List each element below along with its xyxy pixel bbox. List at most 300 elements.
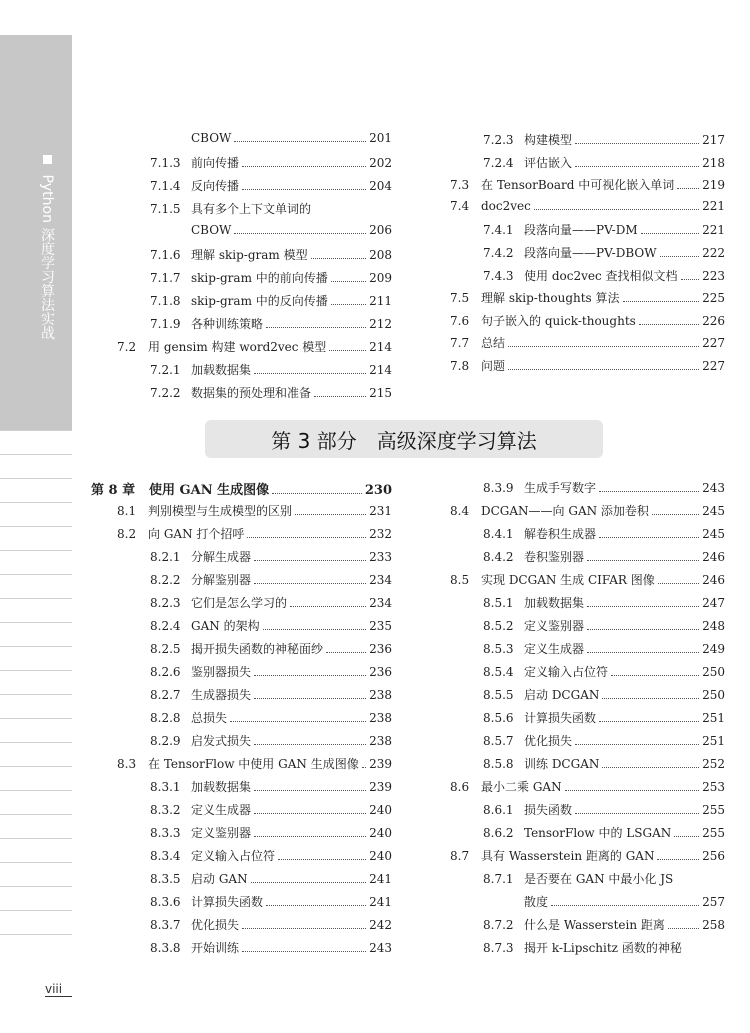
toc-entry-number: 8.5.1 [483, 596, 514, 610]
toc-entry [117, 292, 392, 312]
toc-entry-title: 用 gensim 构建 word2vec 模型 [148, 340, 327, 354]
toc-entry-number: 7.6 [450, 313, 470, 328]
toc-leader-dots [534, 209, 699, 210]
toc-entry-title: 开始训练 [191, 941, 240, 955]
toc-leader-dots [565, 790, 700, 791]
toc-entry-page: 234 [369, 573, 392, 587]
toc-entry [450, 824, 725, 844]
toc-entry [91, 916, 392, 936]
toc-leader-dots [263, 629, 367, 630]
toc-entry [91, 778, 392, 798]
toc-entry [450, 801, 725, 821]
toc-entry-title: 它们是怎么学习的 [191, 596, 288, 610]
toc-entry-title: 定义鉴别器 [524, 619, 585, 633]
toc-leader-dots [639, 324, 699, 325]
toc-entry-title: 损失函数 [524, 803, 573, 817]
toc-leader-dots [326, 652, 366, 653]
toc-leader-dots [254, 790, 366, 791]
toc-entry-page: 255 [702, 803, 725, 817]
toc-entry-title: 定义输入占位符 [191, 849, 276, 863]
toc-entry-page: 221 [702, 223, 725, 238]
toc-entry-page: 222 [702, 246, 725, 260]
toc-entry [450, 709, 725, 729]
toc-entry-number: 8.5.4 [483, 665, 514, 679]
toc-entry-page: 249 [702, 642, 725, 656]
toc-leader-dots [641, 233, 699, 234]
toc-entry-number: 7.5 [450, 291, 470, 306]
toc-entry-title: 使用 GAN 生成图像 [149, 483, 270, 498]
toc-entry [91, 801, 392, 821]
toc-leader-dots [242, 189, 366, 190]
toc-leader-dots [254, 560, 366, 561]
toc-entry-page: 245 [702, 504, 725, 518]
toc-entry [450, 916, 725, 936]
toc-entry-page: 227 [702, 359, 725, 373]
toc-entry-number: 8.3 [117, 757, 137, 771]
toc-entry [450, 571, 725, 591]
toc-entry-page: 239 [369, 757, 392, 771]
toc-entry [91, 755, 392, 775]
toc-entry [450, 154, 725, 174]
toc-entry-page: 238 [369, 711, 392, 725]
toc-entry-page: 241 [369, 872, 392, 886]
toc-entry-page: 211 [369, 294, 392, 308]
toc-entry-page: 240 [369, 803, 392, 817]
toc-leader-dots [242, 951, 366, 952]
toc-entry-number: 8.4 [450, 504, 470, 518]
toc-entry-page: 214 [369, 363, 392, 377]
toc-leader-dots [254, 698, 366, 699]
toc-entry-number: 8.4.1 [483, 527, 514, 541]
toc-entry-number: 7.4.1 [483, 223, 514, 238]
toc-entry [117, 338, 392, 358]
toc-entry [117, 200, 392, 220]
toc-entry-number: 7.2.2 [150, 386, 181, 400]
toc-entry-page: 246 [702, 573, 725, 587]
toc-leader-dots [575, 143, 699, 144]
toc-entry [91, 824, 392, 844]
toc-leader-dots [266, 905, 366, 906]
toc-entry-page: 253 [702, 780, 725, 794]
toc-entry-number: 8.6 [450, 780, 470, 794]
toc-entry-number: 8.3.7 [150, 918, 181, 932]
toc-entry-number: 7.2.3 [483, 133, 514, 147]
toc-entry-title: TensorFlow 中的 LSGAN [524, 826, 672, 840]
toc-entry [450, 479, 725, 499]
toc-entry-number: 8.2 [117, 527, 137, 541]
toc-entry-title: 最小二乘 GAN [481, 780, 562, 794]
toc-leader-dots [575, 744, 699, 745]
toc-entry [91, 640, 392, 660]
toc-entry [91, 732, 392, 752]
toc-entry-page: 219 [702, 178, 725, 193]
toc-entry-title: 优化损失 [191, 918, 240, 932]
toc-entry [91, 617, 392, 637]
toc-entry-page: 243 [702, 481, 725, 495]
toc-entry-title: GAN 的架构 [191, 619, 260, 633]
toc-entry [91, 525, 392, 545]
toc-entry-title: 段落向量——PV-DM [524, 223, 638, 238]
toc-entry [450, 686, 725, 706]
toc-entry-number: 8.2.4 [150, 619, 181, 633]
toc-entry-number: 第 8 章 [91, 483, 136, 498]
toc-entry-number: 7.1.7 [150, 271, 181, 285]
toc-entry-number: 8.5.7 [483, 734, 514, 748]
toc-leader-dots [587, 629, 699, 630]
toc-entry [91, 939, 392, 959]
toc-leader-dots [668, 928, 699, 929]
toc-entry-title: 生成手写数字 [524, 481, 597, 495]
toc-entry-title: 具有 Wasserstein 距离的 GAN [481, 849, 655, 863]
toc-entry-page: 232 [369, 527, 392, 541]
toc-entry-page: 204 [369, 179, 392, 193]
toc-entry [450, 755, 725, 775]
toc-entry [117, 223, 392, 243]
toc-entry-number: 7.1.3 [150, 156, 181, 170]
toc-entry-number: 7.1.5 [150, 202, 181, 216]
toc-entry-page: 246 [702, 550, 725, 564]
toc-entry-page: 206 [369, 223, 392, 237]
toc-entry [117, 361, 392, 381]
toc-entry [117, 154, 392, 174]
toc-leader-dots [251, 882, 367, 883]
toc-entry [117, 177, 392, 197]
toc-entry-title: 计算损失函数 [191, 895, 264, 909]
toc-leader-dots [575, 166, 699, 167]
toc-entry-title: 启动 GAN [191, 872, 248, 886]
toc-entry-number: 8.3.6 [150, 895, 181, 909]
sidebar-tab [0, 35, 72, 430]
toc-leader-dots [272, 493, 362, 494]
toc-entry [91, 571, 392, 591]
toc-entry-number: 7.2 [117, 340, 137, 354]
toc-entry [91, 893, 392, 913]
toc-entry-number: 7.2.1 [150, 363, 181, 377]
toc-entry [450, 312, 725, 332]
toc-entry [117, 384, 392, 404]
toc-leader-dots [652, 514, 699, 515]
toc-entry-number: 7.1.9 [150, 317, 181, 331]
toc-entry-number: 8.6.1 [483, 803, 514, 817]
toc-entry-page: 240 [369, 826, 392, 840]
toc-leader-dots [660, 256, 700, 257]
toc-entry [450, 199, 725, 219]
toc-entry-title: 实现 DCGAN 生成 CIFAR 图像 [481, 573, 655, 587]
toc-leader-dots [508, 346, 699, 347]
toc-leader-dots [599, 537, 699, 538]
toc-leader-dots [254, 373, 366, 374]
toc-entry [450, 131, 725, 151]
toc-entry-page: 245 [702, 527, 725, 541]
toc-leader-dots [599, 491, 699, 492]
toc-entry-page: 202 [369, 156, 392, 170]
toc-entry-page: 231 [369, 504, 392, 518]
toc-entry-page: 241 [369, 895, 392, 909]
toc-entry-number: 8.5 [450, 573, 470, 587]
toc-entry [450, 732, 725, 752]
toc-leader-dots [295, 514, 366, 515]
toc-entry-page: 250 [702, 688, 725, 702]
toc-leader-dots [575, 813, 699, 814]
toc-entry [91, 870, 392, 890]
toc-leader-dots [331, 281, 366, 282]
toc-leader-dots [254, 836, 366, 837]
toc-entry [450, 548, 725, 568]
toc-entry-number: 8.5.2 [483, 619, 514, 633]
toc-entry-number: 8.7.1 [483, 872, 514, 886]
toc-entry [450, 663, 725, 683]
toc-entry-title: 卷积鉴别器 [524, 550, 585, 564]
toc-entry [450, 617, 725, 637]
toc-leader-dots [329, 350, 366, 351]
toc-leader-dots [674, 836, 699, 837]
toc-entry-title: 在 TensorBoard 中可视化嵌入单词 [481, 178, 675, 193]
toc-entry-title: 具有多个上下文单词的 [191, 202, 312, 216]
toc-entry-number: 8.2.3 [150, 596, 181, 610]
toc-entry-title: 句子嵌入的 quick-thoughts [481, 313, 636, 328]
toc-entry [450, 267, 725, 287]
toc-leader-dots [681, 279, 700, 280]
toc-entry-number: 8.3.8 [150, 941, 181, 955]
toc-entry [91, 479, 392, 499]
toc-entry [117, 269, 392, 289]
toc-entry-number: 8.1 [117, 504, 137, 518]
toc-entry-number: 8.3.9 [483, 481, 514, 495]
toc-entry-title: 各种训练策略 [191, 317, 264, 331]
toc-entry [91, 686, 392, 706]
toc-entry-page: 251 [702, 711, 725, 725]
toc-leader-dots [587, 560, 699, 561]
toc-entry [450, 847, 725, 867]
part-banner: 第 3 部分 高级深度学习算法 [205, 420, 603, 458]
toc-leader-dots [314, 396, 366, 397]
toc-entry-title: DCGAN——向 GAN 添加卷积 [481, 504, 649, 518]
toc-entry-title: CBOW [191, 131, 232, 145]
toc-entry-page: 225 [702, 291, 725, 306]
toc-entry-title: 评估嵌入 [524, 155, 573, 170]
toc-entry-page: 230 [364, 483, 392, 498]
toc-entry [450, 221, 725, 241]
toc-entry-page: 212 [369, 317, 392, 331]
toc-entry-title: 定义输入占位符 [524, 665, 609, 679]
toc-entry-title: 总损失 [191, 711, 228, 725]
toc-entry-page: 238 [369, 688, 392, 702]
toc-leader-dots [658, 583, 699, 584]
toc-entry-number: 7.4.3 [483, 268, 514, 283]
sidebar-rules [0, 430, 72, 958]
toc-entry-number: 7.4.2 [483, 246, 514, 260]
toc-entry [91, 548, 392, 568]
toc-entry-page: 209 [369, 271, 392, 285]
sidebar-book-title [36, 155, 54, 339]
toc-entry-number: 7.1.8 [150, 294, 181, 308]
toc-entry [117, 246, 392, 266]
toc-entry [450, 289, 725, 309]
toc-entry [450, 870, 725, 890]
toc-entry-title: 加载数据集 [191, 780, 252, 794]
toc-entry-page: 258 [702, 918, 725, 932]
toc-entry-title: 使用 doc2vec 查找相似文档 [524, 268, 678, 283]
toc-entry-title: 理解 skip-thoughts 算法 [481, 291, 620, 306]
toc-entry-title: 是否要在 GAN 中最小化 JS [524, 872, 674, 886]
toc-entry-number: 8.4.2 [483, 550, 514, 564]
toc-entry-page: 248 [702, 619, 725, 633]
toc-entry-page: 257 [702, 895, 725, 909]
toc-entry-title: 总结 [481, 336, 506, 351]
toc-entry-title: 揭开 k-Lipschitz 函数的神秘 [524, 941, 682, 955]
toc-leader-dots [508, 369, 699, 370]
toc-leader-dots [278, 859, 366, 860]
toc-entry-title: doc2vec [481, 198, 531, 213]
toc-entry-number: 8.5.5 [483, 688, 514, 702]
toc-entry-page: 226 [702, 313, 725, 328]
toc-entry-title: 分解鉴别器 [191, 573, 252, 587]
toc-entry-page: 235 [369, 619, 392, 633]
toc-entry-number: 7.8 [450, 359, 470, 373]
toc-entry-page: 236 [369, 642, 392, 656]
toc-entry [91, 502, 392, 522]
toc-entry-number: 7.1.6 [150, 248, 181, 262]
toc-entry-number: 8.2.8 [150, 711, 181, 725]
toc-entry-page: 247 [702, 596, 725, 610]
toc-leader-dots [611, 675, 699, 676]
toc-leader-dots [599, 721, 699, 722]
toc-entry-title: 解卷积生成器 [524, 527, 597, 541]
toc-entry-page: 242 [369, 918, 392, 932]
toc-entry-number: 8.2.7 [150, 688, 181, 702]
toc-entry [450, 939, 725, 959]
toc-entry-number: 7.3 [450, 178, 470, 193]
toc-entry-title: 理解 skip-gram 模型 [191, 248, 308, 262]
toc-entry-title: 分解生成器 [191, 550, 252, 564]
toc-entry [450, 357, 725, 377]
toc-entry-page: 256 [702, 849, 725, 863]
toc-entry-number: 7.4 [450, 198, 470, 213]
toc-entry-number: 7.2.4 [483, 155, 514, 170]
toc-entry [450, 334, 725, 354]
toc-entry-title: 启发式损失 [191, 734, 252, 748]
toc-entry-title: 生成器损失 [191, 688, 252, 702]
toc-entry-number: 8.3.5 [150, 872, 181, 886]
toc-leader-dots [247, 537, 366, 538]
toc-entry-title: 加载数据集 [191, 363, 252, 377]
toc-entry-number: 7.7 [450, 336, 470, 351]
toc-entry-title: 启动 DCGAN [524, 688, 600, 702]
toc-entry-page: 250 [702, 665, 725, 679]
toc-entry-page: 234 [369, 596, 392, 610]
toc-entry-number: 8.2.1 [150, 550, 181, 564]
toc-entry-title: 计算损失函数 [524, 711, 597, 725]
toc-leader-dots [290, 606, 366, 607]
toc-entry [117, 131, 392, 151]
toc-entry-title: 优化损失 [524, 734, 573, 748]
toc-leader-dots [242, 166, 366, 167]
toc-leader-dots [254, 813, 366, 814]
toc-entry-page: 201 [369, 131, 392, 145]
toc-entry-number: 8.7.2 [483, 918, 514, 932]
toc-leader-dots [587, 606, 699, 607]
toc-entry-title: 什么是 Wasserstein 距离 [524, 918, 665, 932]
toc-leader-dots [677, 188, 699, 189]
toc-leader-dots [602, 698, 699, 699]
toc-leader-dots [623, 301, 700, 302]
toc-leader-dots [311, 258, 367, 259]
toc-entry-number: 8.2.2 [150, 573, 181, 587]
toc-entry-page: 239 [369, 780, 392, 794]
toc-entry-title: 训练 DCGAN [524, 757, 600, 771]
toc-entry [450, 893, 725, 913]
toc-entry [117, 315, 392, 335]
toc-entry-page: 243 [369, 941, 392, 955]
toc-entry-number: 7.1.4 [150, 179, 181, 193]
toc-entry-title: 加载数据集 [524, 596, 585, 610]
toc-entry-page: 221 [702, 198, 725, 213]
toc-leader-dots [234, 233, 366, 234]
book-title-text: Python 深度学习算法实战 [39, 174, 55, 340]
toc-entry-title: skip-gram 中的前向传播 [191, 271, 328, 285]
toc-entry [450, 176, 725, 196]
toc-entry [450, 502, 725, 522]
toc-leader-dots [602, 767, 699, 768]
toc-entry-number: 8.2.9 [150, 734, 181, 748]
page-number: viii [45, 982, 63, 996]
toc-entry-page: 208 [369, 248, 392, 262]
toc-entry [450, 525, 725, 545]
toc-entry-title: 构建模型 [524, 133, 573, 147]
toc-entry-number: 8.3.4 [150, 849, 181, 863]
page-number-rule [45, 996, 72, 997]
toc-leader-dots [254, 744, 366, 745]
toc-entry-title: 段落向量——PV-DBOW [524, 246, 657, 260]
toc-entry-page: 236 [369, 665, 392, 679]
toc-leader-dots [362, 767, 366, 768]
toc-entry-title: 在 TensorFlow 中使用 GAN 生成图像 [148, 757, 359, 771]
toc-entry-page: 214 [369, 340, 392, 354]
toc-entry-title: skip-gram 中的反向传播 [191, 294, 328, 308]
toc-entry [91, 709, 392, 729]
toc-entry-number: 8.5.6 [483, 711, 514, 725]
square-bullet-icon [43, 155, 52, 164]
toc-entry [450, 778, 725, 798]
toc-entry-number: 8.3.2 [150, 803, 181, 817]
toc-entry-title: 反向传播 [191, 179, 240, 193]
toc-leader-dots [266, 327, 366, 328]
toc-entry [91, 847, 392, 867]
toc-leader-dots [230, 721, 366, 722]
toc-entry [450, 594, 725, 614]
toc-entry-page: 233 [369, 550, 392, 564]
toc-entry-page: 255 [702, 826, 725, 840]
toc-entry-number: 8.5.3 [483, 642, 514, 656]
toc-entry-title: 定义鉴别器 [191, 826, 252, 840]
toc-entry-title: 向 GAN 打个招呼 [148, 527, 245, 541]
toc-entry-number: 8.2.6 [150, 665, 181, 679]
toc-entry [450, 640, 725, 660]
toc-leader-dots [587, 652, 699, 653]
toc-entry-number: 8.5.8 [483, 757, 514, 771]
toc-entry-title: 判别模型与生成模型的区别 [148, 504, 293, 518]
toc-entry-number: 8.2.5 [150, 642, 181, 656]
toc-entry [450, 244, 725, 264]
toc-leader-dots [234, 141, 366, 142]
toc-leader-dots [254, 675, 366, 676]
toc-entry-title: 揭开损失函数的神秘面纱 [191, 642, 324, 656]
toc-entry-title: 定义生成器 [524, 642, 585, 656]
toc-entry-number: 8.7 [450, 849, 470, 863]
toc-entry-number: 8.3.3 [150, 826, 181, 840]
toc-entry-title: 问题 [481, 359, 506, 373]
toc-entry-page: 218 [702, 155, 725, 170]
